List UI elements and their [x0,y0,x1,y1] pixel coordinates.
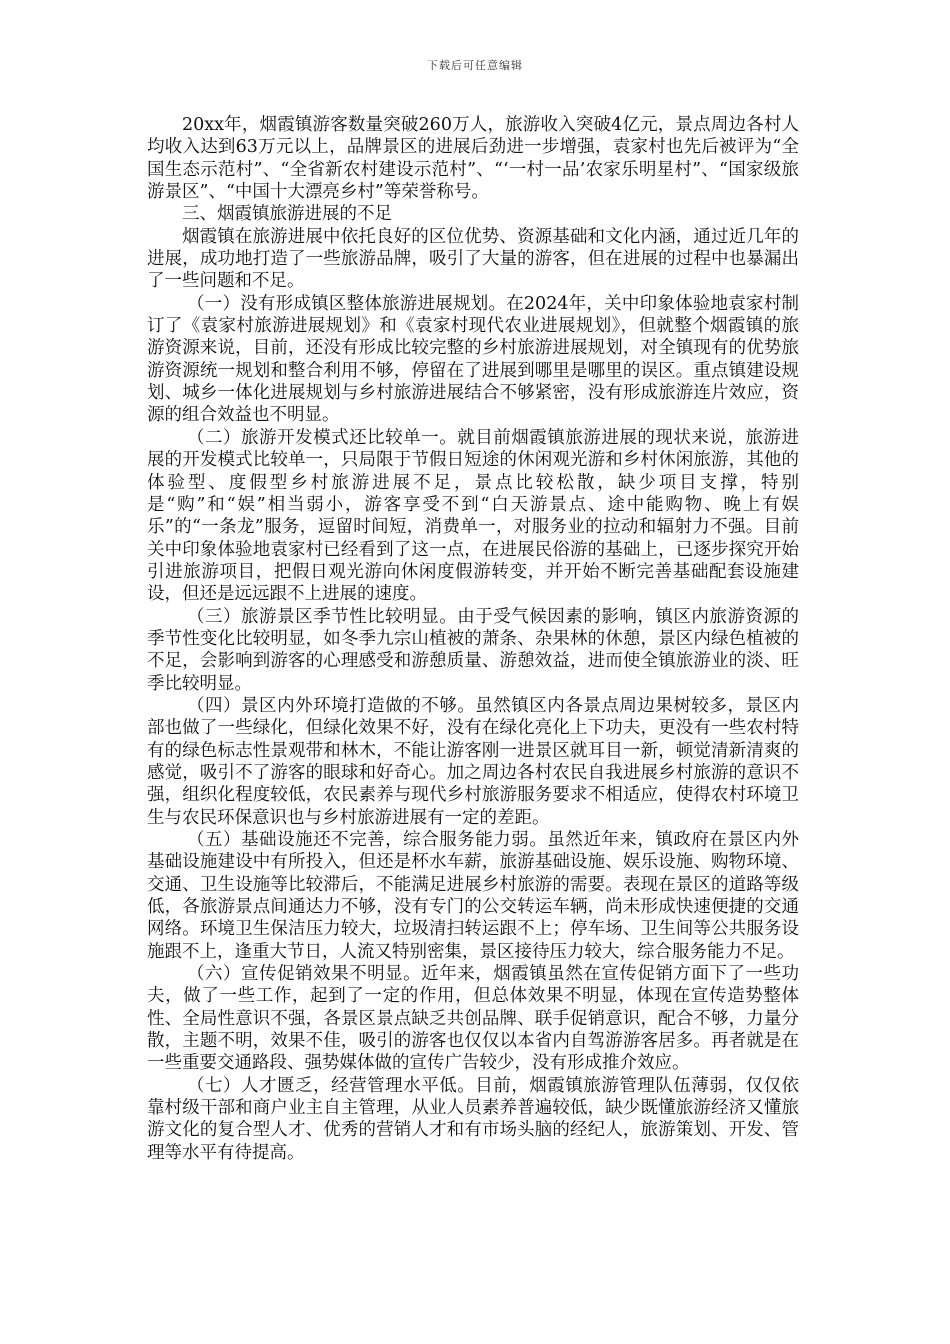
section-heading: 三、烟霞镇旅游进展的不足 [182,204,392,225]
paragraph-point-4: （四）景区内外环境打造做的不够。虽然镇区内各景点周边果树较多，景区内部也做了一些绿化，但绿化效果不好，没有在绿化亮化上下功夫，更没有一些农村特有的绿色标志性景观带和林木，不能让游客刚一进景区就耳目一新，顿觉清新清爽的感觉，吸引不了游客的眼球和好奇心。加之周边各村农民自我进展乡村旅游的意识不强，组织化程度较低，农民素养与现代乡村旅游服务要求不相适应，使得农村环境卫生与农民环保意识也与乡村旅游进展有一定的差距。 [147,695,799,828]
paragraph-point-1: （一）没有形成镇区整体旅游进展规划。在2024年，关中印象体验地袁家村制订了《袁家村旅游进展规划》和《袁家村现代农业进展规划》，但就整个烟霞镇的旅游资源来说，目前，还没有形成比较完整的乡村旅游进展规划，对全镇现有的优势旅游资源统一规划和整合利用不够，停留在了进展到哪里是哪里的误区。重点镇建设规划、城乡一体化进展规划与乡村旅游进展结合不够紧密，没有形成旅游连片效应，资源的组合效益也不明显。 [147,293,799,426]
document-body [147,114,799,1164]
paragraph-point-6: （六）宣传促销效果不明显。近年来，烟霞镇虽然在宣传促销方面下了一些功夫，做了一些工作，起到了一定的作用，但总体效果不明显，体现在宣传造势整体性、全局性意识不强，各景区景点缺乏共创品牌、联手促销意识，配合不够，力量分散，主题不明，效果不佳，吸引的游客也仅仅以本省内自驾游游客居多。再者就是在一些重要交通路段、强势媒体做的宣传广告较少，没有形成推介效应。 [147,964,799,1074]
paragraph-point-3: （三）旅游景区季节性比较明显。由于受气候因素的影响，镇区内旅游资源的季节性变化比较明显，如冬季九宗山植被的萧条、杂果林的休憩，景区内绿色植被的不足，会影响到游客的心理感受和游憩质量、游憩效益，进而使全镇旅游业的淡、旺季比较明显。 [147,606,799,694]
paragraph-point-2: （二）旅游开发模式还比较单一。就目前烟霞镇旅游进展的现状来说，旅游进展的开发模式比较单一，只局限于节假日短途的休闲观光游和乡村休闲旅游，其他的体验型、度假型乡村旅游进展不足，景点比较松散，缺少项目支撑，特别是“购”和“娱”相当弱小，游客享受不到“白天游景点、途中能购物、晚上有娱乐”的“一条龙”服务，逗留时间短，消费单一，对服务业的拉动和辐射力不强。目前关中印象体验地袁家村已经看到了这一点，在进展民俗游的基础上，已逐步探究开始引进旅游项目，把假日观光游向休闲度假游转变，并开始不断完善基础配套设施建设，但还是远远跟不上进展的速度。 [147,427,799,605]
paragraph-intro: 烟霞镇在旅游进展中依托良好的区位优势、资源基础和文化内涵，通过近几年的进展，成功地打造了一些旅游品牌，吸引了大量的游客，但在进展的过程中也暴漏出了一些问题和不足。 [147,226,799,292]
page-header-note: 下载后可任意编辑 [427,59,523,72]
paragraph-achievements: 20xx年，烟霞镇游客数量突破260万人，旅游收入突破4亿元，景点周边各村人均收入达到63万元以上，品牌景区的进展后劲进一步增强，袁家村也先后被评为“全国生态示范村”、“全省新农村建设示范村”、“‘一村一品’农家乐明星村”、“国家级旅游景区”、“中国十大漂亮乡村”等荣誉称号。 [147,115,799,203]
paragraph-point-5: （五）基础设施还不完善，综合服务能力弱。虽然近年来，镇政府在景区内外基础设施建设中有所投入，但还是杯水车薪，旅游基础设施、娱乐设施、购物环境、交通、卫生设施等比较滞后，不能满足进展乡村旅游的需要。表现在景区的道路等级低，各旅游景点间通达力不够，没有专门的公交转运车辆，尚未形成快速便捷的交通网络。环境卫生保洁压力较大，垃圾清扫转运跟不上；停车场、卫生间等公共服务设施跟不上，逢重大节日，人流又特别密集，景区接待压力较大，综合服务能力不足。 [147,830,799,962]
paragraph-point-7: （七）人才匮乏，经营管理水平低。目前，烟霞镇旅游管理队伍薄弱，仅仅依靠村级干部和商户业主自主管理，从业人员素养普遍较低，缺少既懂旅游经济又懂旅游文化的复合型人才、优秀的营销人才和有市场头脑的经纪人，旅游策划、开发、管理等水平有待提高。 [147,1075,799,1163]
